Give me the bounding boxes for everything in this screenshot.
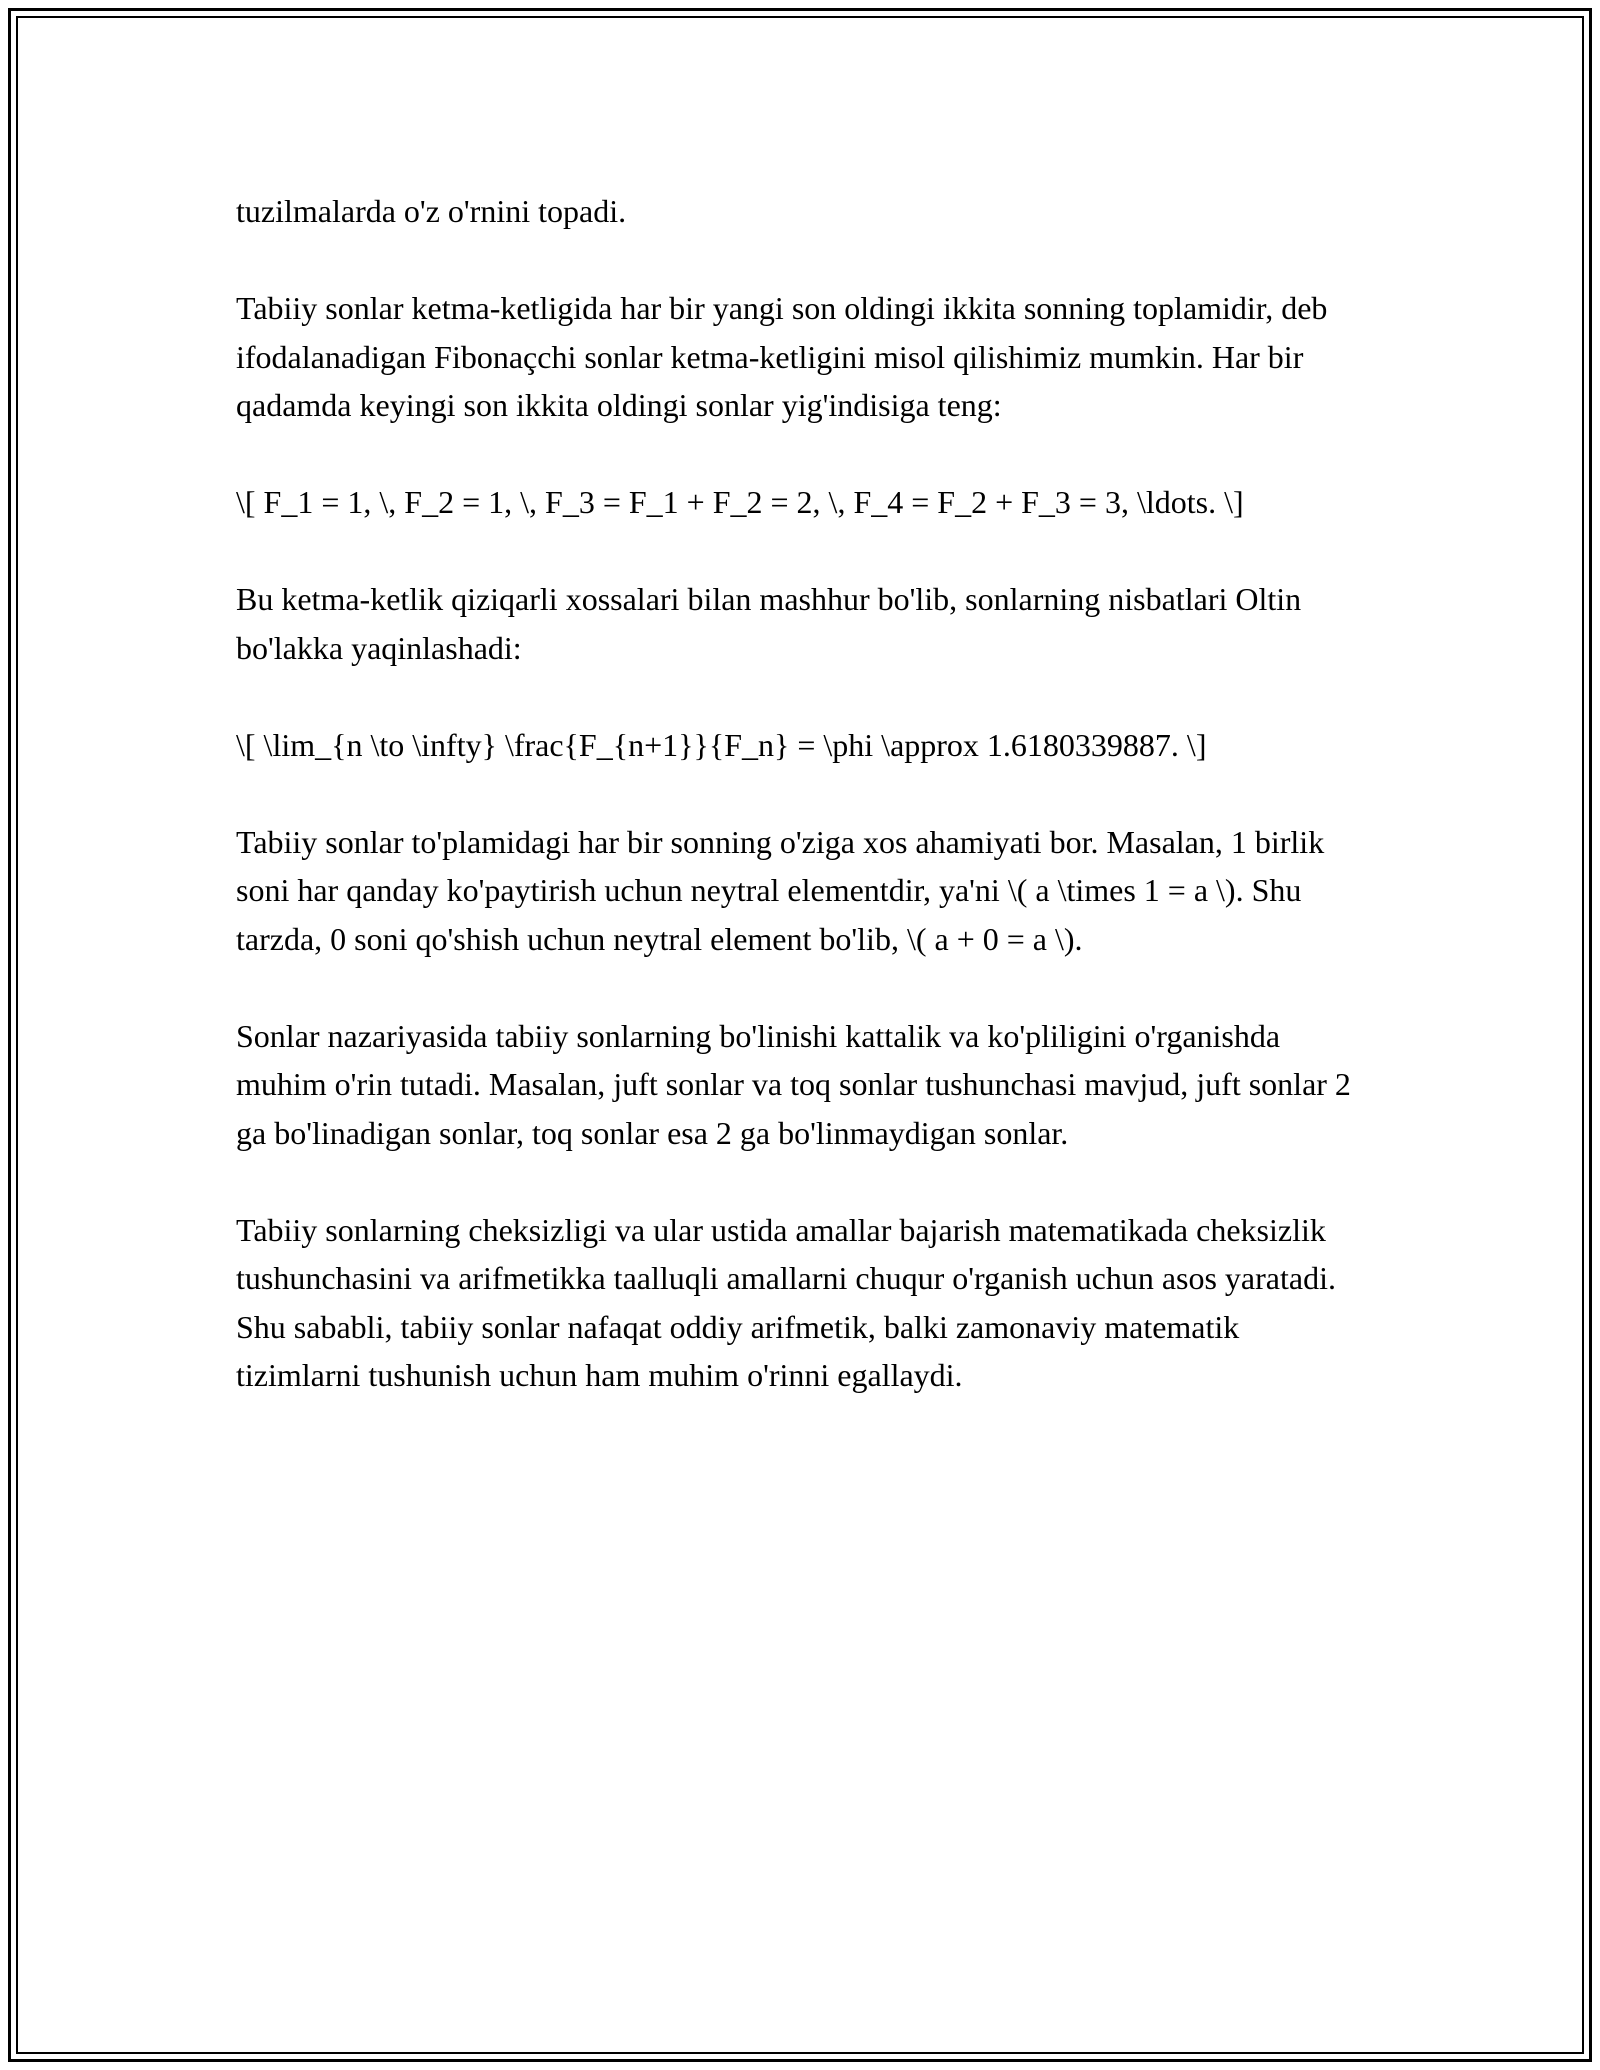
paragraph-divisibility: Sonlar nazariyasida tabiiy sonlarning bo'linishi kattalik va ko'pliligini o'rganishda muhim o'rin tutadi. Masalan, juft sonlar va toq sonlar tushunchasi mavjud, juft sonlar 2 ga bo'linadigan sonlar, toq sonlar esa 2 ga bo'linmaydigan sonlar. xyxy=(236,1017,1351,1151)
paragraph-continuation: tuzilmalarda o'z o'rnini topadi. xyxy=(236,193,627,229)
equation-golden-ratio-limit: \[ \lim_{n \to \infty} \frac{F_{n+1}}{F_n} = \phi \approx 1.6180339887. \] xyxy=(236,726,1207,763)
paragraph-golden-ratio: Bu ketma-ketlik qiziqarli xossalari bilan mashhur bo'lib, sonlarning nisbatlari Oltin bo'lakka yaqinlashadi: xyxy=(236,581,1302,666)
paragraph-fibonacci-intro: Tabiiy sonlar ketma-ketligida har bir yangi son oldingi ikkita sonning toplamidir, deb ifodalanadigan Fibonaçchi sonlar ketma-ketligini misol qilishimiz mumkin. Har bir qadamda keyingi son ikkita oldingi sonlar yig'indisiga teng: xyxy=(236,290,1328,423)
document-body xyxy=(236,187,1366,1448)
paragraph-neutral-elements: Tabiiy sonlar to'plamidagi har bir sonning o'ziga xos ahamiyati bor. Masalan, 1 birlik soni har qanday ko'paytirish uchun neytral elementdir, ya'ni \( a \times 1 = a \). Shu tarzda, 0 soni qo'shish uchun neytral element bo'lib, \( a + 0 = a \). xyxy=(236,823,1325,957)
paragraph-infinity: Tabiiy sonlarning cheksizligi va ular ustida amallar bajarish matematikada cheksizlik tushunchasini va arifmetikka taalluqli amallarni chuqur o'rganish uchun asos yaratadi. Shu sababli, tabiiy sonlar nafaqat oddiy arifmetik, balki zamonaviy matematik tizimlarni tushunish uchun ham muhim o'rinni egallaydi. xyxy=(236,1211,1336,1393)
equation-fibonacci-terms: \[ F_1 = 1, \, F_2 = 1, \, F_3 = F_1 + F_2 = 2, \, F_4 = F_2 + F_3 = 3, \ldots. \] xyxy=(236,484,1244,520)
